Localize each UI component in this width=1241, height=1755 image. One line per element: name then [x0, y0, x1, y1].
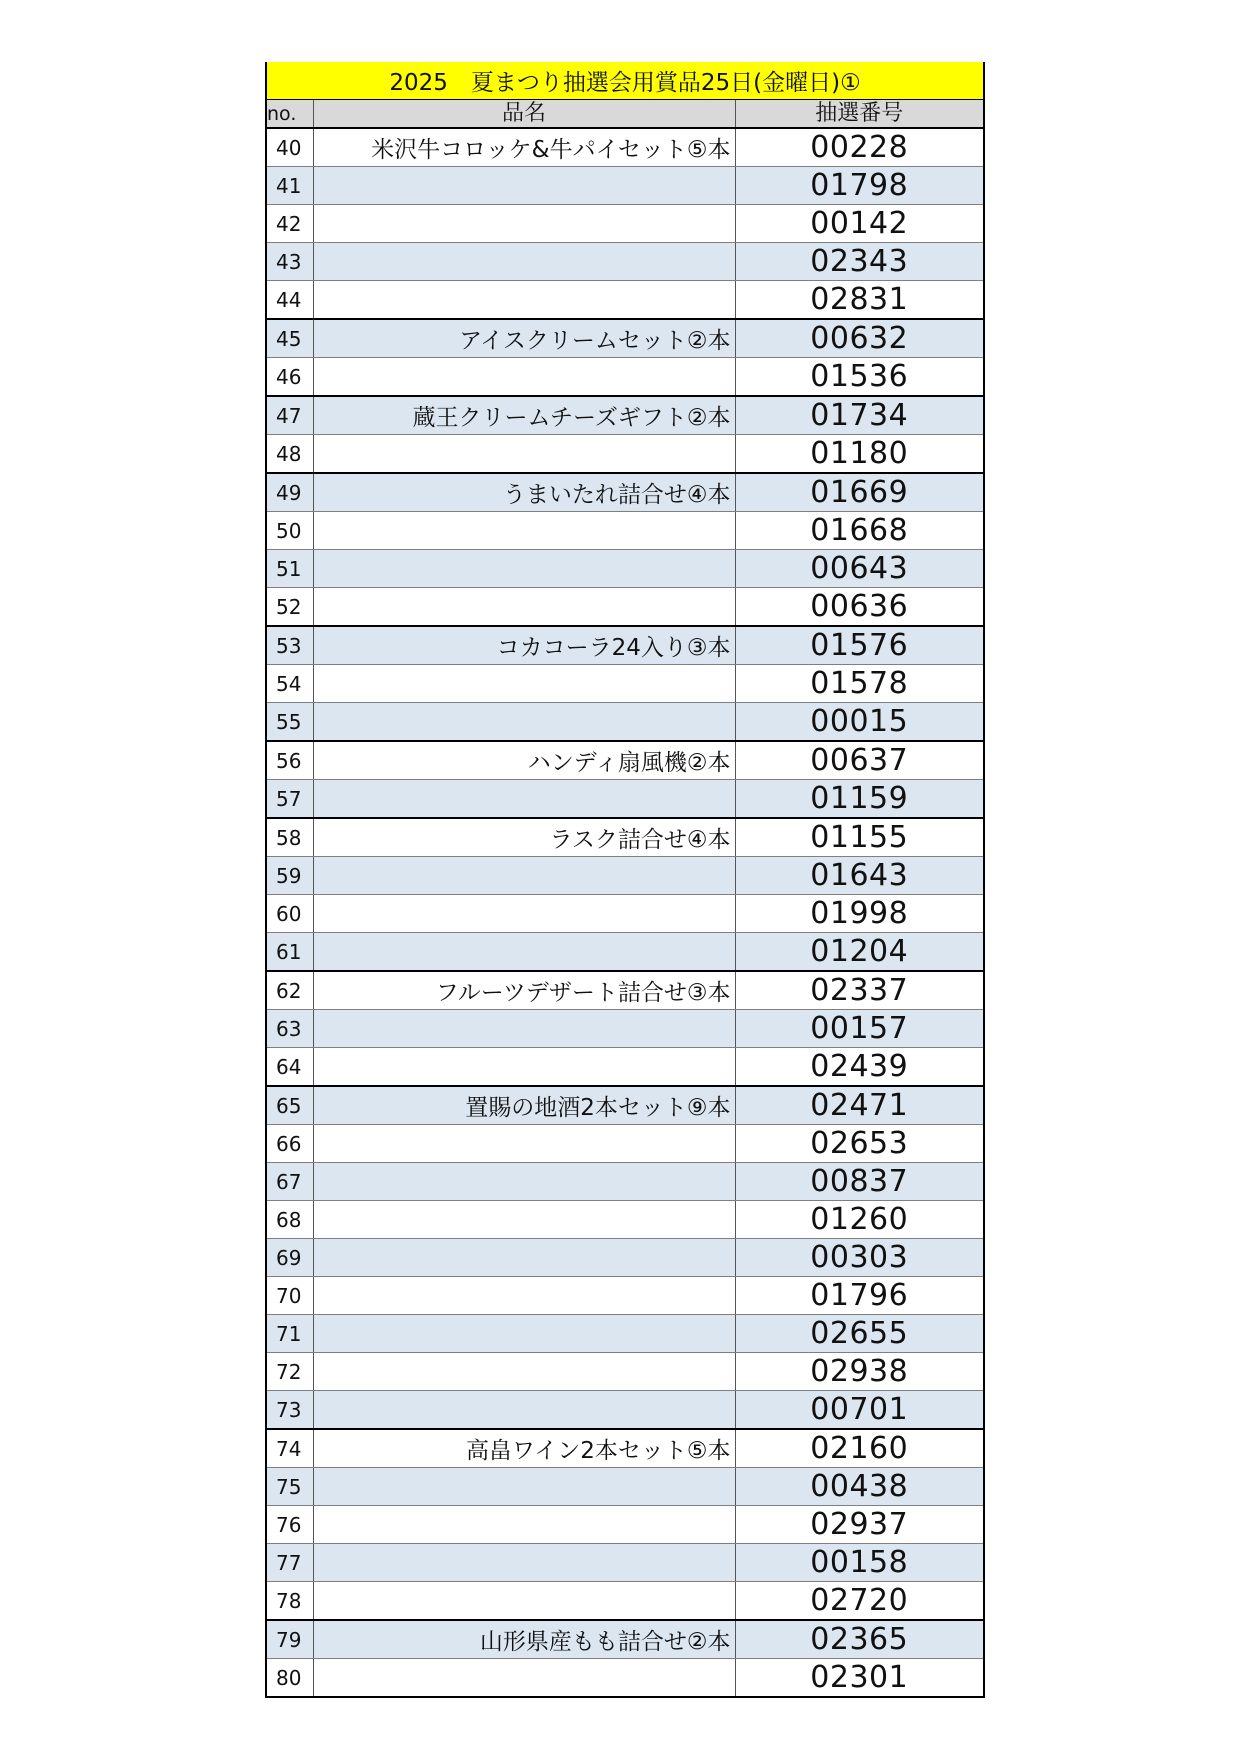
lot-number-cell: 00701	[735, 1391, 984, 1430]
table-row	[266, 167, 984, 205]
table-row	[266, 1544, 984, 1582]
lot-number-cell: 00643	[735, 550, 984, 588]
table-row	[266, 665, 984, 703]
prize-name-cell	[313, 281, 735, 320]
prize-name-cell	[313, 895, 735, 933]
row-number-cell: 66	[266, 1125, 313, 1163]
table-row	[266, 205, 984, 243]
prize-name-cell: ハンディ扇風機②本	[313, 741, 735, 780]
row-number-cell: 40	[266, 128, 313, 167]
lot-number-cell: 02365	[735, 1620, 984, 1659]
prize-name-cell	[313, 665, 735, 703]
row-number-cell: 73	[266, 1391, 313, 1430]
row-number-cell: 46	[266, 358, 313, 397]
table-row	[266, 1506, 984, 1544]
table-row	[266, 473, 984, 512]
row-number-cell: 67	[266, 1163, 313, 1201]
table-row	[266, 358, 984, 397]
lot-number-cell: 01159	[735, 780, 984, 819]
row-number-cell: 53	[266, 626, 313, 665]
prize-name-cell	[313, 1468, 735, 1506]
lot-number-cell: 02831	[735, 281, 984, 320]
lot-number-cell: 02653	[735, 1125, 984, 1163]
row-number-cell: 59	[266, 857, 313, 895]
table-row	[266, 780, 984, 819]
row-number-cell: 77	[266, 1544, 313, 1582]
table-body	[266, 128, 984, 1697]
table-row	[266, 626, 984, 665]
prize-name-cell	[313, 1010, 735, 1048]
prize-name-cell	[313, 435, 735, 474]
prize-name-cell	[313, 780, 735, 819]
prize-name-cell	[313, 1163, 735, 1201]
lot-number-cell: 01180	[735, 435, 984, 474]
row-number-cell: 55	[266, 703, 313, 742]
lot-number-cell: 02655	[735, 1315, 984, 1353]
prize-name-cell	[313, 550, 735, 588]
row-number-cell: 42	[266, 205, 313, 243]
row-number-cell: 63	[266, 1010, 313, 1048]
lot-number-cell: 00303	[735, 1239, 984, 1277]
row-number-cell: 72	[266, 1353, 313, 1391]
lot-number-cell: 02471	[735, 1086, 984, 1125]
table-row	[266, 1391, 984, 1430]
table-row	[266, 281, 984, 320]
table-row	[266, 1277, 984, 1315]
lot-number-cell: 01998	[735, 895, 984, 933]
prize-name-cell	[313, 1239, 735, 1277]
row-number-cell: 49	[266, 473, 313, 512]
lot-number-cell: 01643	[735, 857, 984, 895]
row-number-cell: 79	[266, 1620, 313, 1659]
row-number-cell: 41	[266, 167, 313, 205]
lot-number-cell: 01260	[735, 1201, 984, 1239]
table-row	[266, 512, 984, 550]
row-number-cell: 58	[266, 818, 313, 857]
lot-number-cell: 02160	[735, 1429, 984, 1468]
prize-name-cell	[313, 1659, 735, 1698]
prize-name-cell: ラスク詰合せ④本	[313, 818, 735, 857]
lot-number-cell: 01204	[735, 933, 984, 972]
table-row	[266, 1659, 984, 1698]
table-row	[266, 1010, 984, 1048]
lot-number-cell: 01576	[735, 626, 984, 665]
table-row	[266, 933, 984, 972]
table-row	[266, 550, 984, 588]
prize-name-cell	[313, 1201, 735, 1239]
row-number-cell: 75	[266, 1468, 313, 1506]
prize-name-cell: 置賜の地酒2本セット⑨本	[313, 1086, 735, 1125]
table-row	[266, 435, 984, 474]
prize-name-cell	[313, 167, 735, 205]
table-row	[266, 588, 984, 627]
lot-number-cell: 01668	[735, 512, 984, 550]
prize-name-cell	[313, 512, 735, 550]
table-row	[266, 1048, 984, 1087]
prize-name-cell	[313, 1582, 735, 1621]
lot-number-cell: 02938	[735, 1353, 984, 1391]
lot-number-cell: 00142	[735, 205, 984, 243]
prize-name-cell	[313, 358, 735, 397]
lot-number-cell: 00632	[735, 319, 984, 358]
lot-number-cell: 02439	[735, 1048, 984, 1087]
row-number-cell: 50	[266, 512, 313, 550]
row-number-cell: 43	[266, 243, 313, 281]
header-row	[266, 100, 984, 129]
row-number-cell: 68	[266, 1201, 313, 1239]
lot-number-cell: 02720	[735, 1582, 984, 1621]
lot-number-cell: 02343	[735, 243, 984, 281]
row-number-cell: 56	[266, 741, 313, 780]
table-row	[266, 703, 984, 742]
lot-number-cell: 01578	[735, 665, 984, 703]
lot-number-cell: 00636	[735, 588, 984, 627]
prize-name-cell	[313, 1353, 735, 1391]
lot-number-cell: 01734	[735, 396, 984, 435]
table-row	[266, 971, 984, 1010]
prize-lottery-table	[265, 62, 985, 1698]
lot-number-cell: 01536	[735, 358, 984, 397]
column-header-prize: 品名	[313, 100, 735, 129]
table-row	[266, 857, 984, 895]
lot-number-cell: 00637	[735, 741, 984, 780]
lot-number-cell: 01669	[735, 473, 984, 512]
table-row	[266, 1125, 984, 1163]
table-row	[266, 319, 984, 358]
column-header-no: no.	[266, 100, 313, 129]
row-number-cell: 44	[266, 281, 313, 320]
prize-name-cell	[313, 857, 735, 895]
table-row	[266, 1353, 984, 1391]
lot-number-cell: 00015	[735, 703, 984, 742]
lot-number-cell: 01155	[735, 818, 984, 857]
table-row	[266, 243, 984, 281]
table-row	[266, 1086, 984, 1125]
prize-name-cell	[313, 1391, 735, 1430]
row-number-cell: 70	[266, 1277, 313, 1315]
prize-name-cell	[313, 1048, 735, 1087]
table-row	[266, 1239, 984, 1277]
prize-name-cell	[313, 243, 735, 281]
lot-number-cell: 00158	[735, 1544, 984, 1582]
row-number-cell: 69	[266, 1239, 313, 1277]
row-number-cell: 62	[266, 971, 313, 1010]
lot-number-cell: 00438	[735, 1468, 984, 1506]
row-number-cell: 76	[266, 1506, 313, 1544]
table-row	[266, 128, 984, 167]
column-header-lot-number: 抽選番号	[735, 100, 984, 129]
row-number-cell: 80	[266, 1659, 313, 1698]
prize-name-cell	[313, 588, 735, 627]
row-number-cell: 78	[266, 1582, 313, 1621]
row-number-cell: 47	[266, 396, 313, 435]
lot-number-cell: 02301	[735, 1659, 984, 1698]
prize-name-cell: アイスクリームセット②本	[313, 319, 735, 358]
prize-name-cell: 蔵王クリームチーズギフト②本	[313, 396, 735, 435]
prize-name-cell	[313, 1506, 735, 1544]
prize-name-cell: 高畠ワイン2本セット⑤本	[313, 1429, 735, 1468]
table-row	[266, 818, 984, 857]
prize-name-cell: フルーツデザート詰合せ③本	[313, 971, 735, 1010]
row-number-cell: 45	[266, 319, 313, 358]
prize-name-cell	[313, 1277, 735, 1315]
prize-name-cell	[313, 1544, 735, 1582]
row-number-cell: 51	[266, 550, 313, 588]
row-number-cell: 48	[266, 435, 313, 474]
prize-name-cell: 米沢牛コロッケ&牛パイセット⑤本	[313, 128, 735, 167]
row-number-cell: 54	[266, 665, 313, 703]
prize-name-cell	[313, 1125, 735, 1163]
table-row	[266, 396, 984, 435]
prize-name-cell: うまいたれ詰合せ④本	[313, 473, 735, 512]
sheet-title: 2025 夏まつり抽選会用賞品25日(金曜日)①	[266, 62, 984, 100]
title-row	[266, 62, 984, 100]
lot-number-cell: 01796	[735, 1277, 984, 1315]
row-number-cell: 65	[266, 1086, 313, 1125]
lot-number-cell: 02337	[735, 971, 984, 1010]
table-row	[266, 1468, 984, 1506]
prize-name-cell: コカコーラ24入り③本	[313, 626, 735, 665]
prize-name-cell	[313, 205, 735, 243]
prize-name-cell	[313, 1315, 735, 1353]
table-row	[266, 1429, 984, 1468]
lot-number-cell: 02937	[735, 1506, 984, 1544]
prize-name-cell	[313, 933, 735, 972]
row-number-cell: 52	[266, 588, 313, 627]
lot-number-cell: 00228	[735, 128, 984, 167]
lot-number-cell: 01798	[735, 167, 984, 205]
table-row	[266, 1201, 984, 1239]
row-number-cell: 71	[266, 1315, 313, 1353]
lot-number-cell: 00157	[735, 1010, 984, 1048]
table-row	[266, 741, 984, 780]
row-number-cell: 64	[266, 1048, 313, 1087]
row-number-cell: 61	[266, 933, 313, 972]
table-row	[266, 895, 984, 933]
prize-name-cell: 山形県産もも詰合せ②本	[313, 1620, 735, 1659]
table-row	[266, 1163, 984, 1201]
prize-name-cell	[313, 703, 735, 742]
row-number-cell: 60	[266, 895, 313, 933]
lot-number-cell: 00837	[735, 1163, 984, 1201]
table-row	[266, 1620, 984, 1659]
table-row	[266, 1582, 984, 1621]
row-number-cell: 57	[266, 780, 313, 819]
table-row	[266, 1315, 984, 1353]
row-number-cell: 74	[266, 1429, 313, 1468]
